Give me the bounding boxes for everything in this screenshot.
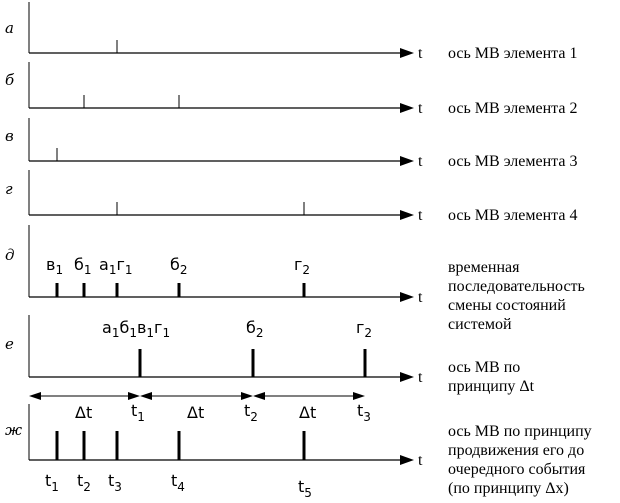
event-tick-label-3: $t_3$ (108, 471, 122, 494)
arrow-zh (400, 455, 414, 465)
axis-t-a: t (418, 45, 423, 62)
row-letter-v: в (5, 127, 14, 145)
delta-label-3: Δt (299, 403, 317, 422)
interval-arrowhead-2r (241, 392, 253, 400)
row-letter-g: г (5, 180, 13, 198)
delta-label-1: Δt (75, 403, 93, 422)
interval-tick-label-2: $t_2$ (244, 401, 258, 424)
delta-label-2: Δt (187, 403, 205, 422)
interval-arrowhead-3l (253, 392, 265, 400)
row-letter-a: а (5, 19, 14, 37)
arrow-g (400, 210, 414, 220)
event-tick-label-5: $t_5$ (298, 477, 312, 500)
event-tick-label-4: $t_4$ (171, 471, 185, 494)
row-d-events (46, 255, 310, 297)
axis-t-v: t (418, 153, 423, 170)
event-tick-label-1: $t_1$ (45, 471, 59, 494)
row-letters (5, 19, 22, 439)
event-label-d-v1: $в_1$ (46, 255, 64, 277)
element-ticks (57, 40, 304, 215)
axis-t-zh: t (418, 452, 423, 469)
axis-t-labels (418, 45, 423, 469)
arrow-a (400, 48, 414, 58)
row-descriptions (448, 45, 596, 497)
event-label-d-g2: $г_2$ (294, 255, 311, 277)
interval-arrowhead-1l (29, 392, 41, 400)
row-letter-e: е (5, 335, 14, 353)
arrow-v (400, 156, 414, 166)
desc-e: ось МВ по принципу Δt (448, 359, 535, 395)
desc-a: ось МВ элемента 1 (448, 45, 578, 62)
interval-arrowhead-1r (128, 392, 140, 400)
desc-b: ось МВ элемента 2 (448, 100, 578, 117)
event-label-d-b1: $б_1$ (74, 255, 92, 277)
interval-arrowhead-2l (140, 392, 152, 400)
row-zh-events (45, 403, 316, 500)
desc-zh: ось МВ по принципу продвижения его до очередного события (по принципу Δx) (448, 423, 592, 497)
desc-d: временная последовательность смены состояний системой (448, 259, 585, 333)
interval-tick-label-3: $t_3$ (357, 401, 371, 424)
axis-t-d: t (418, 289, 423, 306)
arrow-b (400, 103, 414, 113)
event-label-d-b2: $б_2$ (170, 255, 188, 277)
row-letter-b: б (5, 71, 15, 89)
axis-t-e: t (418, 369, 423, 386)
event-label-e-3: $г_2$ (356, 318, 373, 340)
desc-v: ось МВ элемента 3 (448, 153, 578, 170)
axis-t-b: t (418, 100, 423, 117)
row-letter-d: д (5, 246, 15, 264)
interval-arrowhead-3r (353, 392, 365, 400)
event-label-e-2: $б_2$ (246, 318, 264, 340)
arrow-e (400, 372, 414, 382)
event-label-e-1: $а_1б_1в_1г_1$ (102, 318, 171, 340)
arrow-d (400, 292, 414, 302)
desc-g: ось МВ элемента 4 (448, 207, 578, 224)
interval-tick-label-1: $t_1$ (131, 401, 145, 424)
event-label-d-a1g1: $а_1г_1$ (99, 255, 133, 277)
axis-t-g: t (418, 207, 423, 224)
row-letter-zh: ж (5, 421, 23, 439)
event-tick-label-2: $t_2$ (77, 471, 91, 494)
